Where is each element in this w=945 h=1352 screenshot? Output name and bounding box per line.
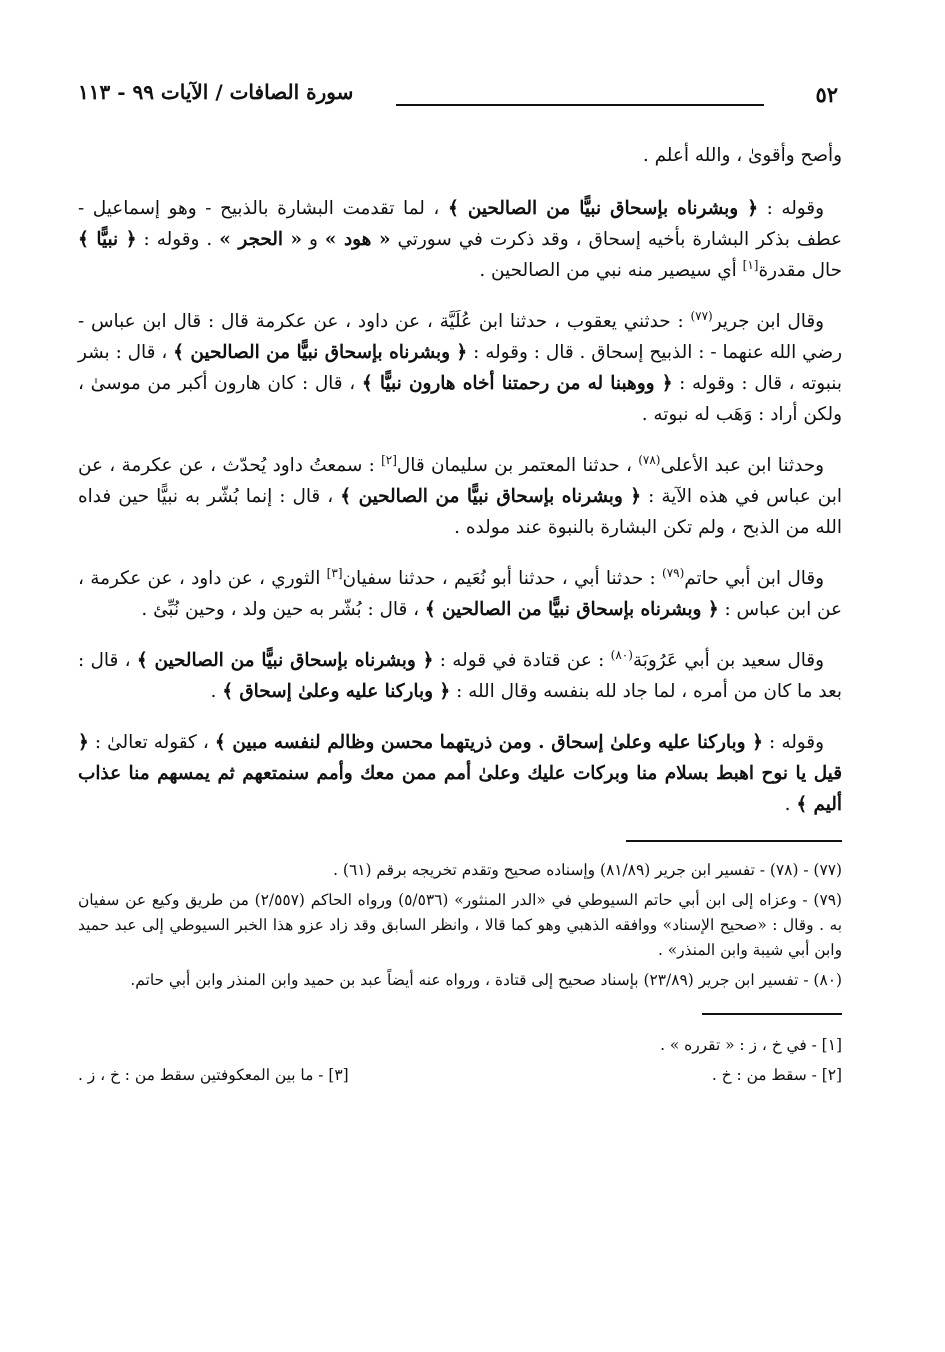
quran-quote: ﴿ وباركنا عليه وعلىٰ إسحاق ﴾	[222, 681, 451, 702]
text: ، حدثنا المعتمر بن سليمان قال	[396, 455, 632, 476]
textual-note-1: [١] - في خ ، ز : « تقرره » .	[660, 1036, 842, 1054]
text: ، قال : بُشّر به حين ولد ، وحين نُبِّئ .	[141, 599, 420, 620]
text: وقوله :	[766, 198, 824, 219]
running-header	[78, 78, 842, 118]
footnote-marker: (٧٩)	[662, 565, 685, 580]
textual-note-3: [٣] - ما بين المعكوفتين سقط من : خ ، ز .	[78, 1066, 349, 1084]
text: ، قال : كان هارون أكبر من موسىٰ ، ولكن أراد : وَهَب له نبوته .	[78, 373, 842, 425]
text: : عن قتادة في قوله :	[439, 650, 605, 671]
text: الثوري ، عن داود ، عن عكرمة ، عن ابن عباس :	[78, 568, 842, 620]
textual-notes	[78, 1031, 842, 1095]
text: وحدثنا ابن عبد الأعلى	[660, 455, 824, 476]
text: ، قال : بعد ما كان من أمره ، لما جاد لله بنفسه وقال الله :	[78, 650, 842, 702]
footnote-marker: (٧٧)	[690, 308, 713, 323]
textual-note-2: [٢] - سقط من : خ .	[711, 1066, 842, 1084]
text: وقال ابن جرير	[712, 311, 824, 332]
paragraph-0	[78, 140, 842, 171]
text: ، قال : إنما بُشّر به نبيًّا حين فداه الله من الذبح ، ولم تكن البشارة بالنبوة عند مولده .	[78, 486, 842, 538]
textual-notes-rule	[702, 1013, 842, 1015]
paragraph-4	[78, 563, 842, 625]
note-marker: [٢]	[381, 452, 397, 467]
text: : حدثني يعقوب ، حدثنا ابن عُلَيَّة ، عن داود ، عن عكرمة قال : قال ابن عباس - رضي الله عنهما - : الذبيح إسحاق . قال : وقوله :	[78, 311, 842, 363]
surah-title: سورة الصافات / الآيات ٩٩ - ١١٣	[78, 80, 354, 104]
note-marker: [١]	[742, 257, 759, 272]
text: حال مقدرة	[758, 260, 842, 281]
text: وقال سعيد بن أبي عَرُوبَة	[632, 650, 824, 671]
surah-name: « هود »	[324, 229, 391, 250]
footnote-79: (٧٩) - وعزاه إلى ابن أبي حاتم السيوطي في «الدر المنثور» (٥/٥٣٦) ورواه الحاكم (٢/٥٥٧) من طريق وكيع عن سفيان به . وقال : «صحيح الإسناد» ووافقه الذهبي وهو كما قالا ، وانظر السابق وقد زاد عزو هذا الخبر السيوطي إلى عبد حميد وابن أبي شيبة وابن المنذر» .	[78, 891, 842, 959]
surah-name: « الحجر »	[219, 229, 302, 250]
quran-quote: ﴿ قيل يا نوح اهبط بسلام منا وبركات عليك وعلىٰ أمم ممن معك وأمم سنمتعهم ثم يمسهم منا عذاب أليم ﴾	[78, 732, 842, 815]
text: وأصح وأقوىٰ ، والله أعلم .	[642, 145, 842, 166]
quran-quote: ﴿ وبشرناه بإسحاق نبيًّا من الصالحين ﴾	[447, 198, 758, 219]
text: ، قال : بشر بنبوته ، قال : وقوله :	[78, 342, 842, 394]
text: و	[309, 229, 318, 250]
quran-quote: ﴿ نبيًّا ﴾	[78, 229, 137, 250]
text: .	[210, 681, 217, 702]
quran-quote: ﴿ وبشرناه بإسحاق نبيًّا من الصالحين ﴾	[340, 486, 642, 507]
paragraph-1	[78, 193, 842, 286]
paragraph-3	[78, 450, 842, 543]
footnote-77-78: (٧٧) - (٧٨) - تفسير ابن جرير (٨١/٨٩) وإسناده صحيح وتقدم تخريجه برقم (٦١) .	[333, 861, 842, 879]
paragraph-5	[78, 645, 842, 707]
footnote-marker: (٨٠)	[610, 647, 633, 662]
text: . وقوله :	[143, 229, 213, 250]
text: وقوله :	[769, 732, 824, 753]
book-page	[78, 78, 842, 1095]
paragraph-2	[78, 306, 842, 430]
footnotes	[78, 858, 842, 993]
text: ، لما تقدمت البشارة بالذبيح - وهو إسماعيل - عطف بذكر البشارة بأخيه إسحاق ، وقد ذكرت في سورتي	[78, 198, 842, 250]
footnote-80: (٨٠) - تفسير ابن جرير (٢٣/٨٩) بإسناد صحيح إلى قتادة ، ورواه عنه أيضاً عبد بن حميد وابن المنذر وابن أبي حاتم.	[130, 971, 842, 989]
main-text	[78, 140, 842, 820]
text: وقال ابن أبي حاتم	[684, 568, 824, 589]
text: : سمعتُ داود يُحدّث ، عن عكرمة ، عن ابن عباس في هذه الآية :	[78, 455, 842, 507]
quran-quote: ﴿ وبشرناه بإسحاق نبيًّا من الصالحين ﴾	[136, 650, 434, 671]
text: .	[784, 794, 791, 815]
quran-quote: ﴿ وبشرناه بإسحاق نبيًّا من الصالحين ﴾	[424, 599, 719, 620]
text: أي سيصير منه نبي من الصالحين .	[479, 260, 737, 281]
quran-quote: ﴿ وباركنا عليه وعلىٰ إسحاق . ومن ذريتهما محسن وظالم لنفسه مبين ﴾	[214, 732, 763, 753]
page-number: ٥٢	[815, 82, 838, 107]
header-rule	[396, 104, 764, 106]
quran-quote: ﴿ ووهبنا له من رحمتنا أخاه هارون نبيًّا ﴾	[361, 373, 673, 394]
text: : حدثنا أبي ، حدثنا أبو نُعَيم ، حدثنا سفيان	[342, 568, 656, 589]
quran-quote: ﴿ وبشرناه بإسحاق نبيًّا من الصالحين ﴾	[173, 342, 468, 363]
footnote-rule	[626, 840, 842, 842]
note-marker: [٣]	[326, 565, 343, 580]
paragraph-6	[78, 727, 842, 820]
footnote-marker: (٧٨)	[638, 452, 661, 467]
text: ، كقوله تعالىٰ :	[94, 732, 209, 753]
